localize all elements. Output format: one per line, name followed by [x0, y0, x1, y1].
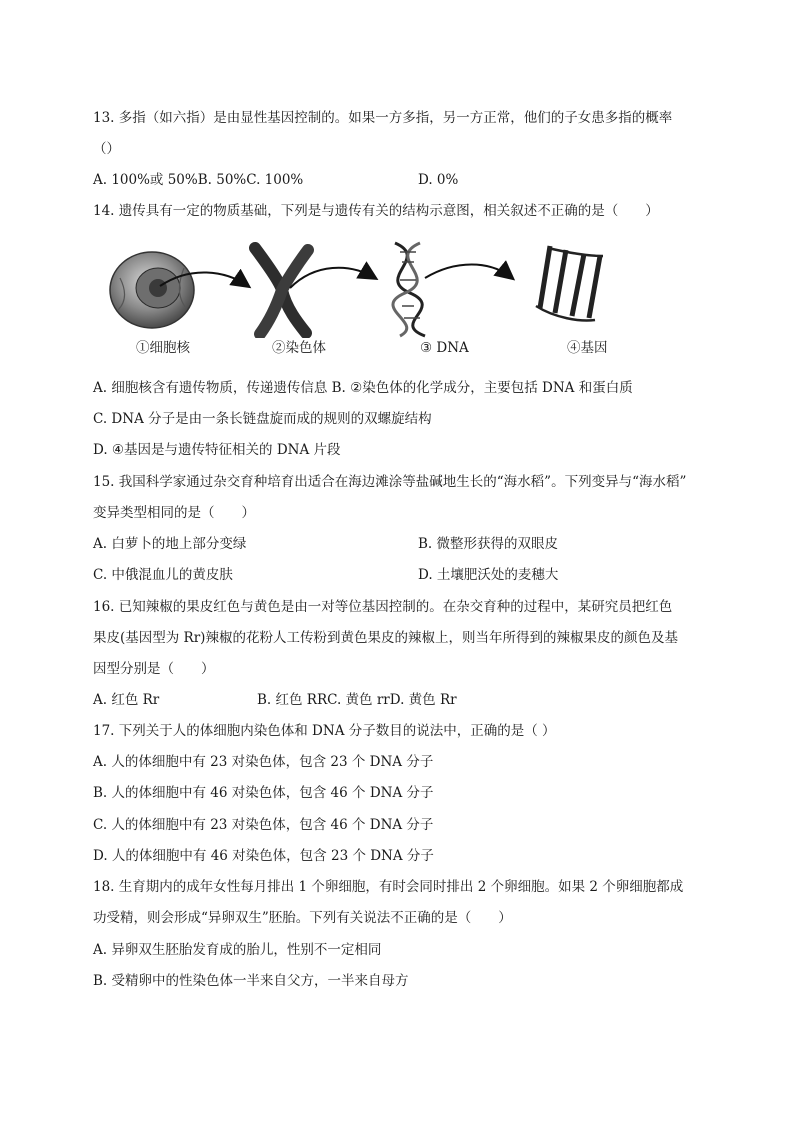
q17-option-d: D. 人的体细胞中有 46 对染色体，包含 23 个 DNA 分子: [93, 848, 434, 864]
q18-option-b: B. 受精卵中的性染色体一半来自父方，一半来自母方: [93, 973, 409, 989]
q14-option-d: D. ④基因是与遗传特征相关的 DNA 片段: [93, 442, 341, 458]
dna-helix-image: [393, 243, 425, 336]
gene-image: [536, 246, 603, 320]
q16-option-bcd: B. 红色 RRC. 黄色 rrD. 黄色 Rr: [257, 692, 457, 708]
arrow-3: [425, 265, 512, 279]
q15-stem-line1: 15. 我国科学家通过杂交育种培育出适合在海边滩涂等盐碱地生长的“海水稻”。下列变异与“海水稻”: [93, 474, 687, 490]
q14-option-c: C. DNA 分子是由一条长链盘旋而成的规则的双螺旋结构: [93, 411, 432, 427]
caption-dna: ③ DNA: [420, 340, 469, 356]
q17-option-c: C. 人的体细胞中有 23 对染色体，包含 46 个 DNA 分子: [93, 817, 434, 833]
q13-option-d: D. 0%: [418, 172, 459, 188]
q14-stem: 14. 遗传具有一定的物质基础，下列是与遗传有关的结构示意图，相关叙述不正确的是（ ）: [93, 203, 659, 219]
q18-stem-line2: 功受精，则会形成“异卵双生”胚胎。下列有关说法不正确的是（ ）: [93, 910, 512, 926]
q16-stem-line3: 因型分别是（ ）: [93, 661, 215, 677]
caption-chromosome: ②染色体: [272, 340, 326, 356]
q14-option-ab: A. 细胞核含有遗传物质，传递遗传信息 B. ②染色体的化学成分，主要包括 DNA 和蛋白质: [93, 380, 633, 396]
genetics-structure-diagram: [100, 238, 660, 338]
q17-option-b: B. 人的体细胞中有 46 对染色体，包含 46 个 DNA 分子: [93, 785, 434, 801]
q15-stem-line2: 变异类型相同的是（ ）: [93, 505, 255, 521]
q15-option-b: B. 微整形获得的双眼皮: [418, 536, 559, 552]
q16-stem-line2: 果皮(基因型为 Rr)辣椒的花粉人工传粉到黄色果皮的辣椒上，则当年所得到的辣椒果皮的颜色及基: [93, 630, 678, 646]
q15-option-a: A. 白萝卜的地上部分变绿: [93, 536, 247, 552]
q13-stem-line2: （）: [93, 141, 120, 157]
q14-figure: [100, 238, 660, 338]
q16-stem-line1: 16. 已知辣椒的果皮红色与黄色是由一对等位基因控制的。在杂交育种的过程中，某研究员把红色: [93, 599, 673, 615]
q18-stem-line1: 18. 生育期内的成年女性每月排出 1 个卵细胞，有时会同时排出 2 个卵细胞。如果 2 个卵细胞都成: [93, 879, 684, 895]
caption-gene: ④基因: [567, 340, 608, 356]
q18-option-a: A. 异卵双生胚胎发育成的胎儿，性别不一定相同: [93, 942, 382, 958]
q13-stem-line1: 13. 多指（如六指）是由显性基因控制的。如果一方多指，另一方正常，他们的子女患多指的概率: [93, 110, 673, 126]
q15-option-c: C. 中俄混血儿的黄皮肤: [93, 567, 233, 583]
q17-option-a: A. 人的体细胞中有 23 对染色体，包含 23 个 DNA 分子: [93, 754, 434, 770]
q13-option-abc: A. 100%或 50%B. 50%C. 100%: [93, 172, 304, 188]
chromosome-image: [255, 248, 308, 334]
q16-option-a: A. 红色 Rr: [93, 692, 160, 708]
caption-cell-nucleus: ①细胞核: [136, 340, 190, 356]
q17-stem: 17. 下列关于人的体细胞内染色体和 DNA 分子数目的说法中，正确的是（ ）: [93, 723, 556, 739]
arrow-2: [290, 268, 375, 288]
cell-nucleus-image: [110, 252, 194, 328]
q15-option-d: D. 土壤肥沃处的麦穗大: [418, 567, 559, 583]
